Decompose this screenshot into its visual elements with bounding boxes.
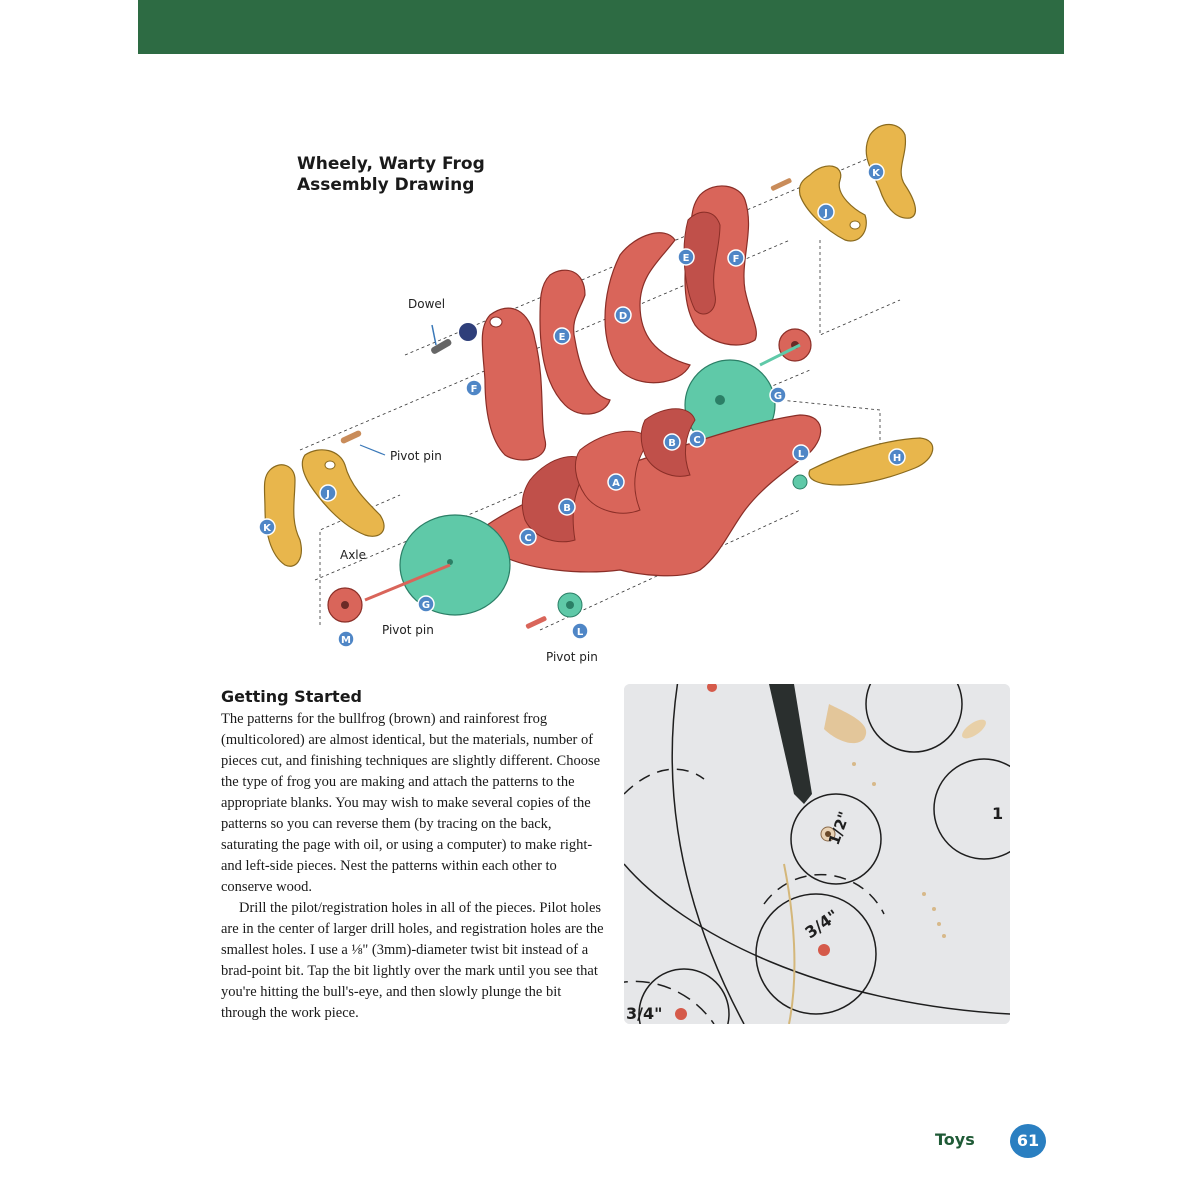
part-tag: [466, 380, 482, 396]
svg-text:K: K: [872, 168, 880, 179]
callout-pivot-pin-lower: Pivot pin: [382, 623, 434, 637]
callout-axle: Axle: [340, 548, 367, 562]
registration-hole: [490, 317, 502, 327]
body-piece-d: [605, 233, 690, 383]
part-tag: [608, 474, 624, 490]
svg-text:J: J: [824, 208, 828, 219]
part-tag: [678, 249, 694, 265]
svg-text:G: G: [421, 600, 431, 611]
svg-text:L: L: [797, 449, 805, 460]
svg-text:E: E: [558, 332, 566, 343]
photo-label-three-quarter-2: 3/4": [626, 1004, 663, 1023]
svg-text:G: G: [773, 391, 783, 402]
leg-piece-k-lower: [264, 465, 301, 566]
photo-label-three-quarter: 3/4": [801, 905, 843, 943]
header-banner: [138, 0, 1064, 54]
drilling-photo: [624, 684, 1010, 1024]
paragraph-1: The patterns for the bullfrog (brown) and rainforest frog (multicolored) are almost identical, but the materials, number of pieces cut, and finishing techniques are slightly different. Choose the type of frog you are making and attach the patterns to the appropriate blanks. You may wish to make several copies of the patterns so you can reverse them (by tracing on the back, saturating the page with oil, or using a computer) to make right- and left-side pieces. Nest the patterns within each other to conserve wood.: [221, 711, 601, 895]
svg-text:K: K: [263, 523, 271, 534]
svg-text:C: C: [693, 435, 701, 446]
part-tag: [889, 449, 905, 465]
svg-text:J: J: [326, 489, 330, 500]
part-tag: [418, 596, 434, 612]
diagram-title-line1: Wheely, Warty Frog: [297, 154, 485, 174]
part-tag: [554, 328, 570, 344]
part-tag: [818, 204, 834, 220]
part-tag: [689, 431, 705, 447]
footer-section-name: Toys: [935, 1130, 975, 1149]
leg-piece-h: [809, 438, 933, 485]
svg-text:A: A: [612, 478, 620, 489]
drilling-photo-image: [624, 684, 1010, 1024]
svg-text:E: E: [682, 253, 690, 264]
pivot-pin-bottom: [525, 616, 547, 630]
part-tag: [793, 445, 809, 461]
callout-pivot-pin-upper: Pivot pin: [390, 449, 442, 463]
part-tag: [770, 387, 786, 403]
assembly-drawing: [200, 100, 1000, 680]
part-tag: [572, 623, 588, 639]
article-body: [221, 709, 605, 1024]
svg-text:H: H: [892, 453, 902, 464]
svg-text:B: B: [668, 438, 676, 449]
wheel-g-left: [400, 515, 510, 615]
paragraph-2: Drill the pilot/registration holes in all of the pieces. Pilot holes are in the center of larger drill holes, and registration holes are the smallest holes. I use a ⅛" (3mm)-diameter twist bit instead of a brad-point bit. Tap the bit lightly over the mark until you see that you're hitting the bull's-eye, and then slowly plunge the bit through the work piece.: [221, 900, 604, 1021]
part-tag: [728, 250, 744, 266]
diagram-title-line2: Assembly Drawing: [297, 175, 475, 195]
photo-label-one: 1: [992, 804, 1004, 823]
eye-ball: [459, 323, 477, 341]
svg-text:B: B: [563, 503, 571, 514]
body-piece-e-left: [540, 270, 610, 414]
svg-text:F: F: [470, 384, 478, 395]
part-tag: [259, 519, 275, 535]
svg-text:M: M: [341, 635, 351, 646]
dowel: [430, 338, 453, 355]
svg-text:L: L: [576, 627, 584, 638]
body-piece-f-left: [482, 308, 545, 460]
part-tag: [320, 485, 336, 501]
section-heading: Getting Started: [221, 687, 362, 706]
svg-text:D: D: [618, 311, 628, 322]
part-tag: [615, 307, 631, 323]
page-number-badge: 61: [1010, 1124, 1046, 1158]
svg-text:C: C: [524, 533, 532, 544]
pivot-pin-upper-right: [770, 178, 792, 192]
callout-pivot-pin-bottom: Pivot pin: [546, 650, 598, 664]
leg-piece-j-lower: [302, 450, 384, 537]
spacer-l-right: [793, 475, 807, 489]
pivot-pin-upper-left: [340, 430, 362, 445]
part-tag: [559, 499, 575, 515]
leg-piece-j-upper: [799, 166, 866, 241]
callout-dowel: Dowel: [408, 297, 446, 311]
part-tag: [868, 164, 884, 180]
part-tag: [338, 631, 354, 647]
photo-label-half: 1/2": [824, 809, 854, 848]
part-tag: [664, 434, 680, 450]
part-tag: [520, 529, 536, 545]
svg-text:F: F: [732, 254, 740, 265]
